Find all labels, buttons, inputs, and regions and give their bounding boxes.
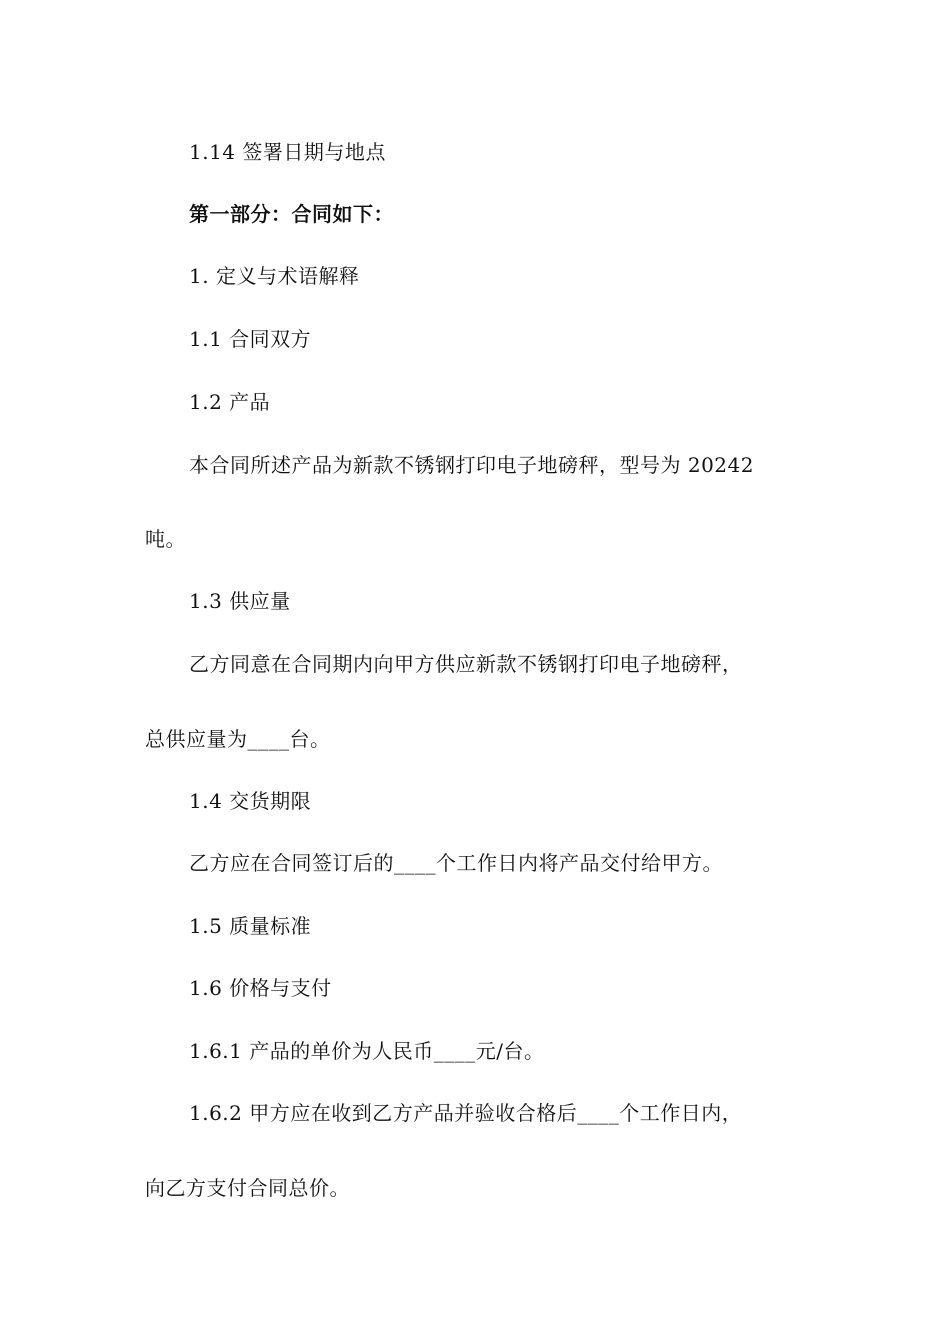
paragraph-supply-line2: 总供应量为____台。 — [145, 727, 331, 751]
paragraph-supply-line1: 乙方同意在合同期内向甲方供应新款不锈钢打印电子地磅秤， — [189, 652, 743, 676]
clause-1-1: 1.1 合同双方 — [189, 327, 312, 351]
clause-1-heading: 1. 定义与术语解释 — [189, 264, 360, 288]
paragraph-delivery: 乙方应在合同签订后的____个工作日内将产品交付给甲方。 — [189, 851, 723, 875]
section-heading: 第一部分：合同如下： — [189, 202, 394, 226]
clause-1-6: 1.6 价格与支付 — [189, 976, 332, 1000]
clause-1-4: 1.4 交货期限 — [189, 789, 312, 813]
clause-1-6-1: 1.6.1 产品的单价为人民币____元/台。 — [189, 1039, 545, 1063]
paragraph-product-line2: 吨。 — [145, 527, 186, 551]
clause-1-5: 1.5 质量标准 — [189, 914, 312, 938]
clause-1-2: 1.2 产品 — [189, 390, 271, 414]
paragraph-product-line1: 本合同所述产品为新款不锈钢打印电子地磅秤，型号为 20242 — [189, 453, 754, 477]
clause-1-6-2-line1: 1.6.2 甲方应在收到乙方产品并验收合格后____个工作日内， — [189, 1101, 743, 1125]
clause-1-6-2-line2: 向乙方支付合同总价。 — [145, 1176, 350, 1200]
clause-1-14: 1.14 签署日期与地点 — [189, 140, 386, 164]
clause-1-3: 1.3 供应量 — [189, 589, 291, 613]
